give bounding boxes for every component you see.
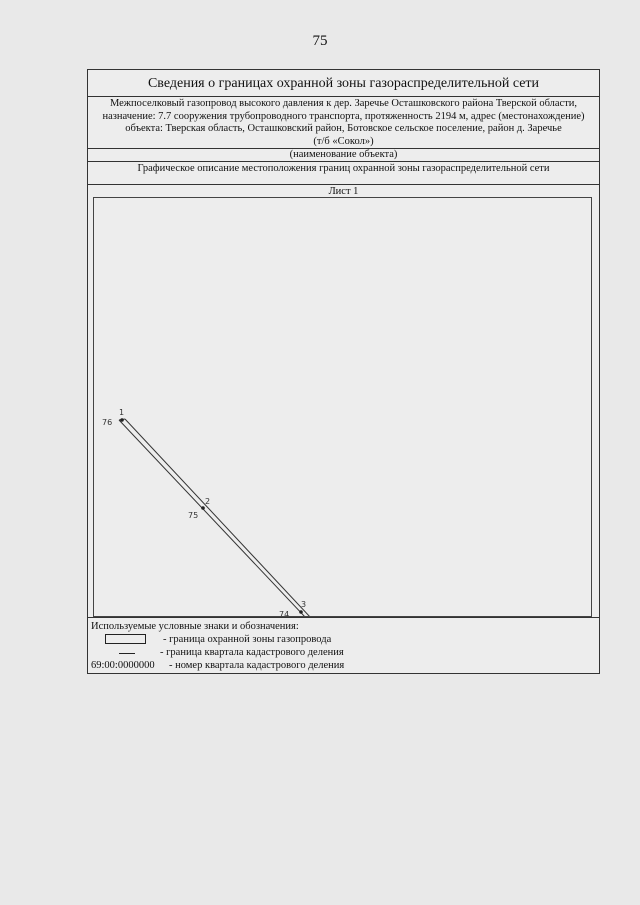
protection-zone-form (87, 69, 600, 674)
point-number: 2 (205, 497, 211, 506)
point-label: 76 (102, 418, 113, 427)
object-line: назначение: 7.7 сооружения трубопроводного транспорта, протяженность 2194 м, адрес (местонахождение) (102, 110, 585, 122)
boundary-point-marker (201, 506, 205, 510)
quarter-number-code: 69:00:0000000 (91, 660, 155, 671)
zone-boundary-line (125, 419, 311, 617)
sheet-label: Лист 1 (328, 186, 359, 197)
map-drawing (94, 198, 592, 617)
legend-text: - номер квартала кадастрового деления (169, 660, 345, 671)
point-label: 75 (188, 511, 199, 520)
object-line: Межпоселковый газопровод высокого давления к дер. Заречье Осташковского района Тверской области, (109, 98, 578, 109)
point-number: 3 (301, 600, 307, 609)
sheet-section (88, 185, 599, 618)
graphic-description: Графическое описание местоположения границ охранной зоны газораспределительной сети (88, 162, 599, 185)
object-caption: (наименование объекта) (88, 149, 599, 162)
legend-text: - граница охранной зоны газопровода (163, 634, 332, 645)
boundary-point-marker (299, 610, 303, 614)
quarter-boundary-symbol (119, 653, 135, 654)
object-line: (т/б «Сокол») (313, 135, 374, 147)
point-number: 1 (119, 408, 125, 417)
zone-boundary-symbol (105, 634, 146, 644)
zone-boundary-line (119, 420, 306, 617)
legend (88, 618, 599, 675)
map-frame (93, 197, 592, 617)
point-label: 74 (279, 610, 290, 618)
legend-text: - граница квартала кадастрового деления (160, 647, 344, 658)
page-number: 75 (312, 33, 328, 49)
form-title: Сведения о границах охранной зоны газораспределительной сети (88, 70, 599, 97)
boundary-point-marker (120, 418, 124, 422)
object-line: объекта: Тверская область, Осташковский район, Ботовское сельское поселение, район д. Заречье (125, 123, 562, 134)
legend-title: Используемые условные знаки и обозначения: (91, 621, 299, 632)
object-name (88, 97, 599, 149)
